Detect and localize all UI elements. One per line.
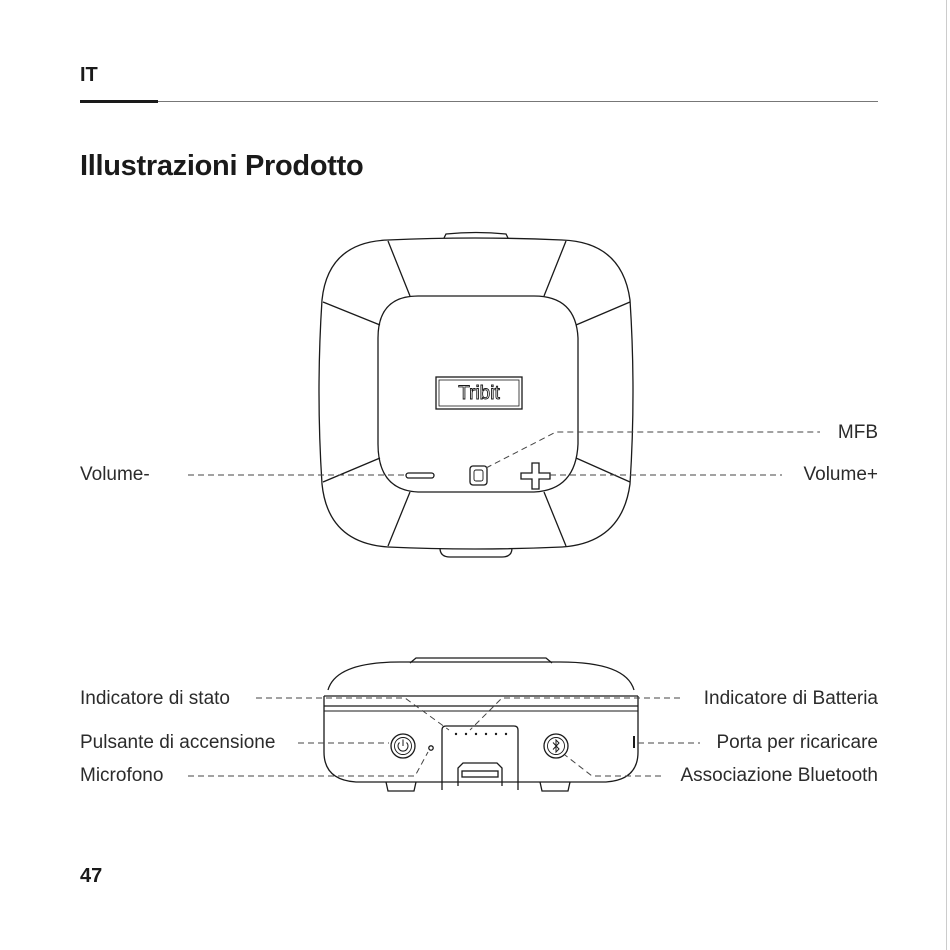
foot-left [386,782,416,791]
bluetooth-button[interactable] [544,734,568,758]
power-button[interactable] [391,734,415,758]
label-microphone: Microfono [80,765,164,786]
label-volume-up: Volume+ [803,464,878,485]
microphone-hole [429,746,433,750]
logo-text: Tribit [458,383,500,404]
speaker-top-view [188,233,820,558]
label-status-indicator: Indicatore di stato [80,688,230,709]
label-power-button: Pulsante di accensione [80,732,276,753]
top-view-leader-lines [188,432,820,475]
speaker-side-body [324,696,638,782]
foot-right [540,782,570,791]
status-indicator-dots [455,733,507,735]
label-bluetooth-pairing: Associazione Bluetooth [680,765,878,786]
page-number: 47 [80,865,103,887]
tribit-logo [436,377,522,409]
language-code: IT [80,64,98,86]
top-strap-tab [444,233,508,239]
label-charging-port: Porta per ricaricare [716,732,878,753]
charging-port[interactable] [442,726,518,790]
label-battery-indicator: Indicatore di Batteria [703,688,878,709]
label-mfb: MFB [837,422,878,443]
volume-up-button[interactable] [521,463,550,489]
speaker-side-top-curve [328,662,634,690]
label-volume-down: Volume- [80,464,150,485]
volume-down-button[interactable] [406,473,434,478]
page-title: Illustrazioni Prodotto [80,150,364,182]
mfb-button[interactable] [470,466,487,485]
